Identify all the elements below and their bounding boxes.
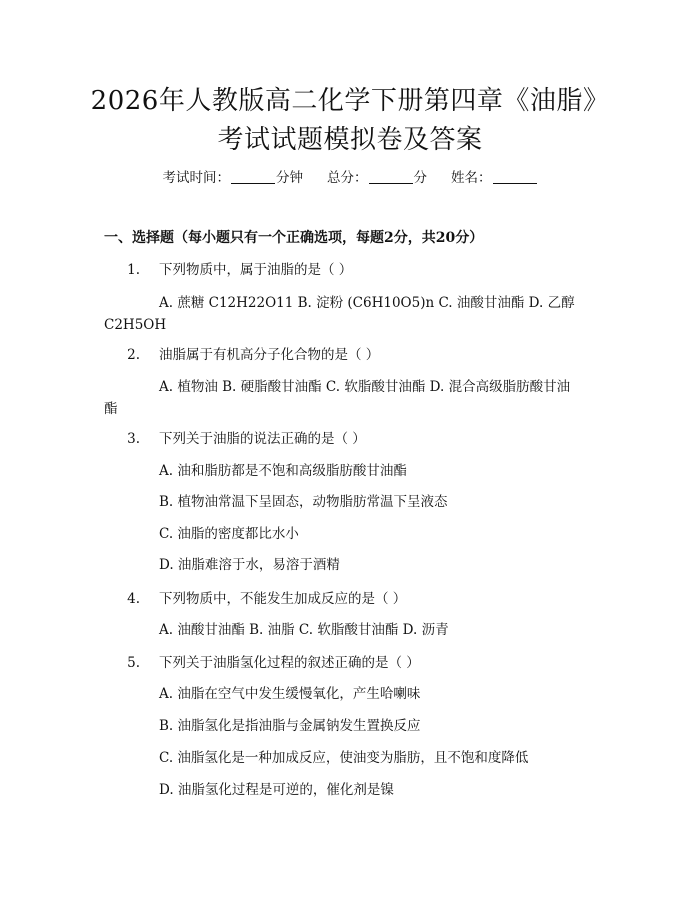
option-a: A. 油脂在空气中发生缓慢氧化，产生哈喇味 [159,686,421,702]
question-number: 2. [127,347,140,363]
option-c: C. 油脂氢化是一种加成反应，使油变为脂肪，且不饱和度降低 [159,750,529,766]
option-b: B. 植物油常温下呈固态，动物脂肪常温下呈液态 [159,494,448,510]
question-options-continued: C2H5OH [104,317,167,333]
exam-title-line1: 2026年人教版高二化学下册第四章《油脂》 [90,86,610,116]
option-c: C. 油脂的密度都比水小 [159,526,299,542]
question-options-continued: 酯 [104,401,118,417]
option-b: B. 油脂氢化是指油脂与金属钠发生置换反应 [159,718,421,734]
student-name-label: 姓名： [451,170,492,186]
total-score-unit: 分 [413,170,427,186]
exam-time-blank [231,170,275,184]
section-heading-choice: 一、选择题（每小题只有一个正确选项，每题2分，共20分） [104,230,484,246]
exam-time-unit: 分钟 [276,170,303,186]
question-text: 下列关于油脂氢化过程的叙述正确的是（ ） [159,655,420,671]
option-d: D. 油脂氢化过程是可逆的，催化剂是镍 [159,782,394,798]
question-text: 下列关于油脂的说法正确的是（ ） [159,431,366,447]
total-score-blank [369,170,413,184]
question-number: 5. [127,655,140,671]
question-number: 3. [127,431,140,447]
option-d: D. 油脂难溶于水，易溶于酒精 [159,557,340,573]
question-number: 1. [127,262,140,278]
option-a: A. 油和脂肪都是不饱和高级脂肪酸甘油酯 [159,463,407,479]
question-text: 下列物质中，不能发生加成反应的是（ ） [159,591,407,607]
question-number: 4. [127,591,140,607]
question-options: A. 植物油 B. 硬脂酸甘油酯 C. 软脂酸甘油酯 D. 混合高级脂肪酸甘油 [159,379,571,395]
exam-time-label: 考试时间： [162,170,230,186]
total-score-label: 总分： [327,170,368,186]
student-name-blank [493,170,537,184]
exam-info-line [0,169,700,187]
question-options: A. 蔗糖 C12H22O11 B. 淀粉 (C6H10O5)n C. 油酸甘油酯 D. 乙醇 [159,295,575,311]
question-text: 下列物质中，属于油脂的是（ ） [159,262,353,278]
question-text: 油脂属于有机高分子化合物的是（ ） [159,347,380,363]
question-options: A. 油酸甘油酯 B. 油脂 C. 软脂酸甘油酯 D. 沥青 [159,622,449,638]
exam-title-line2: 考试试题模拟卷及答案 [217,125,483,155]
